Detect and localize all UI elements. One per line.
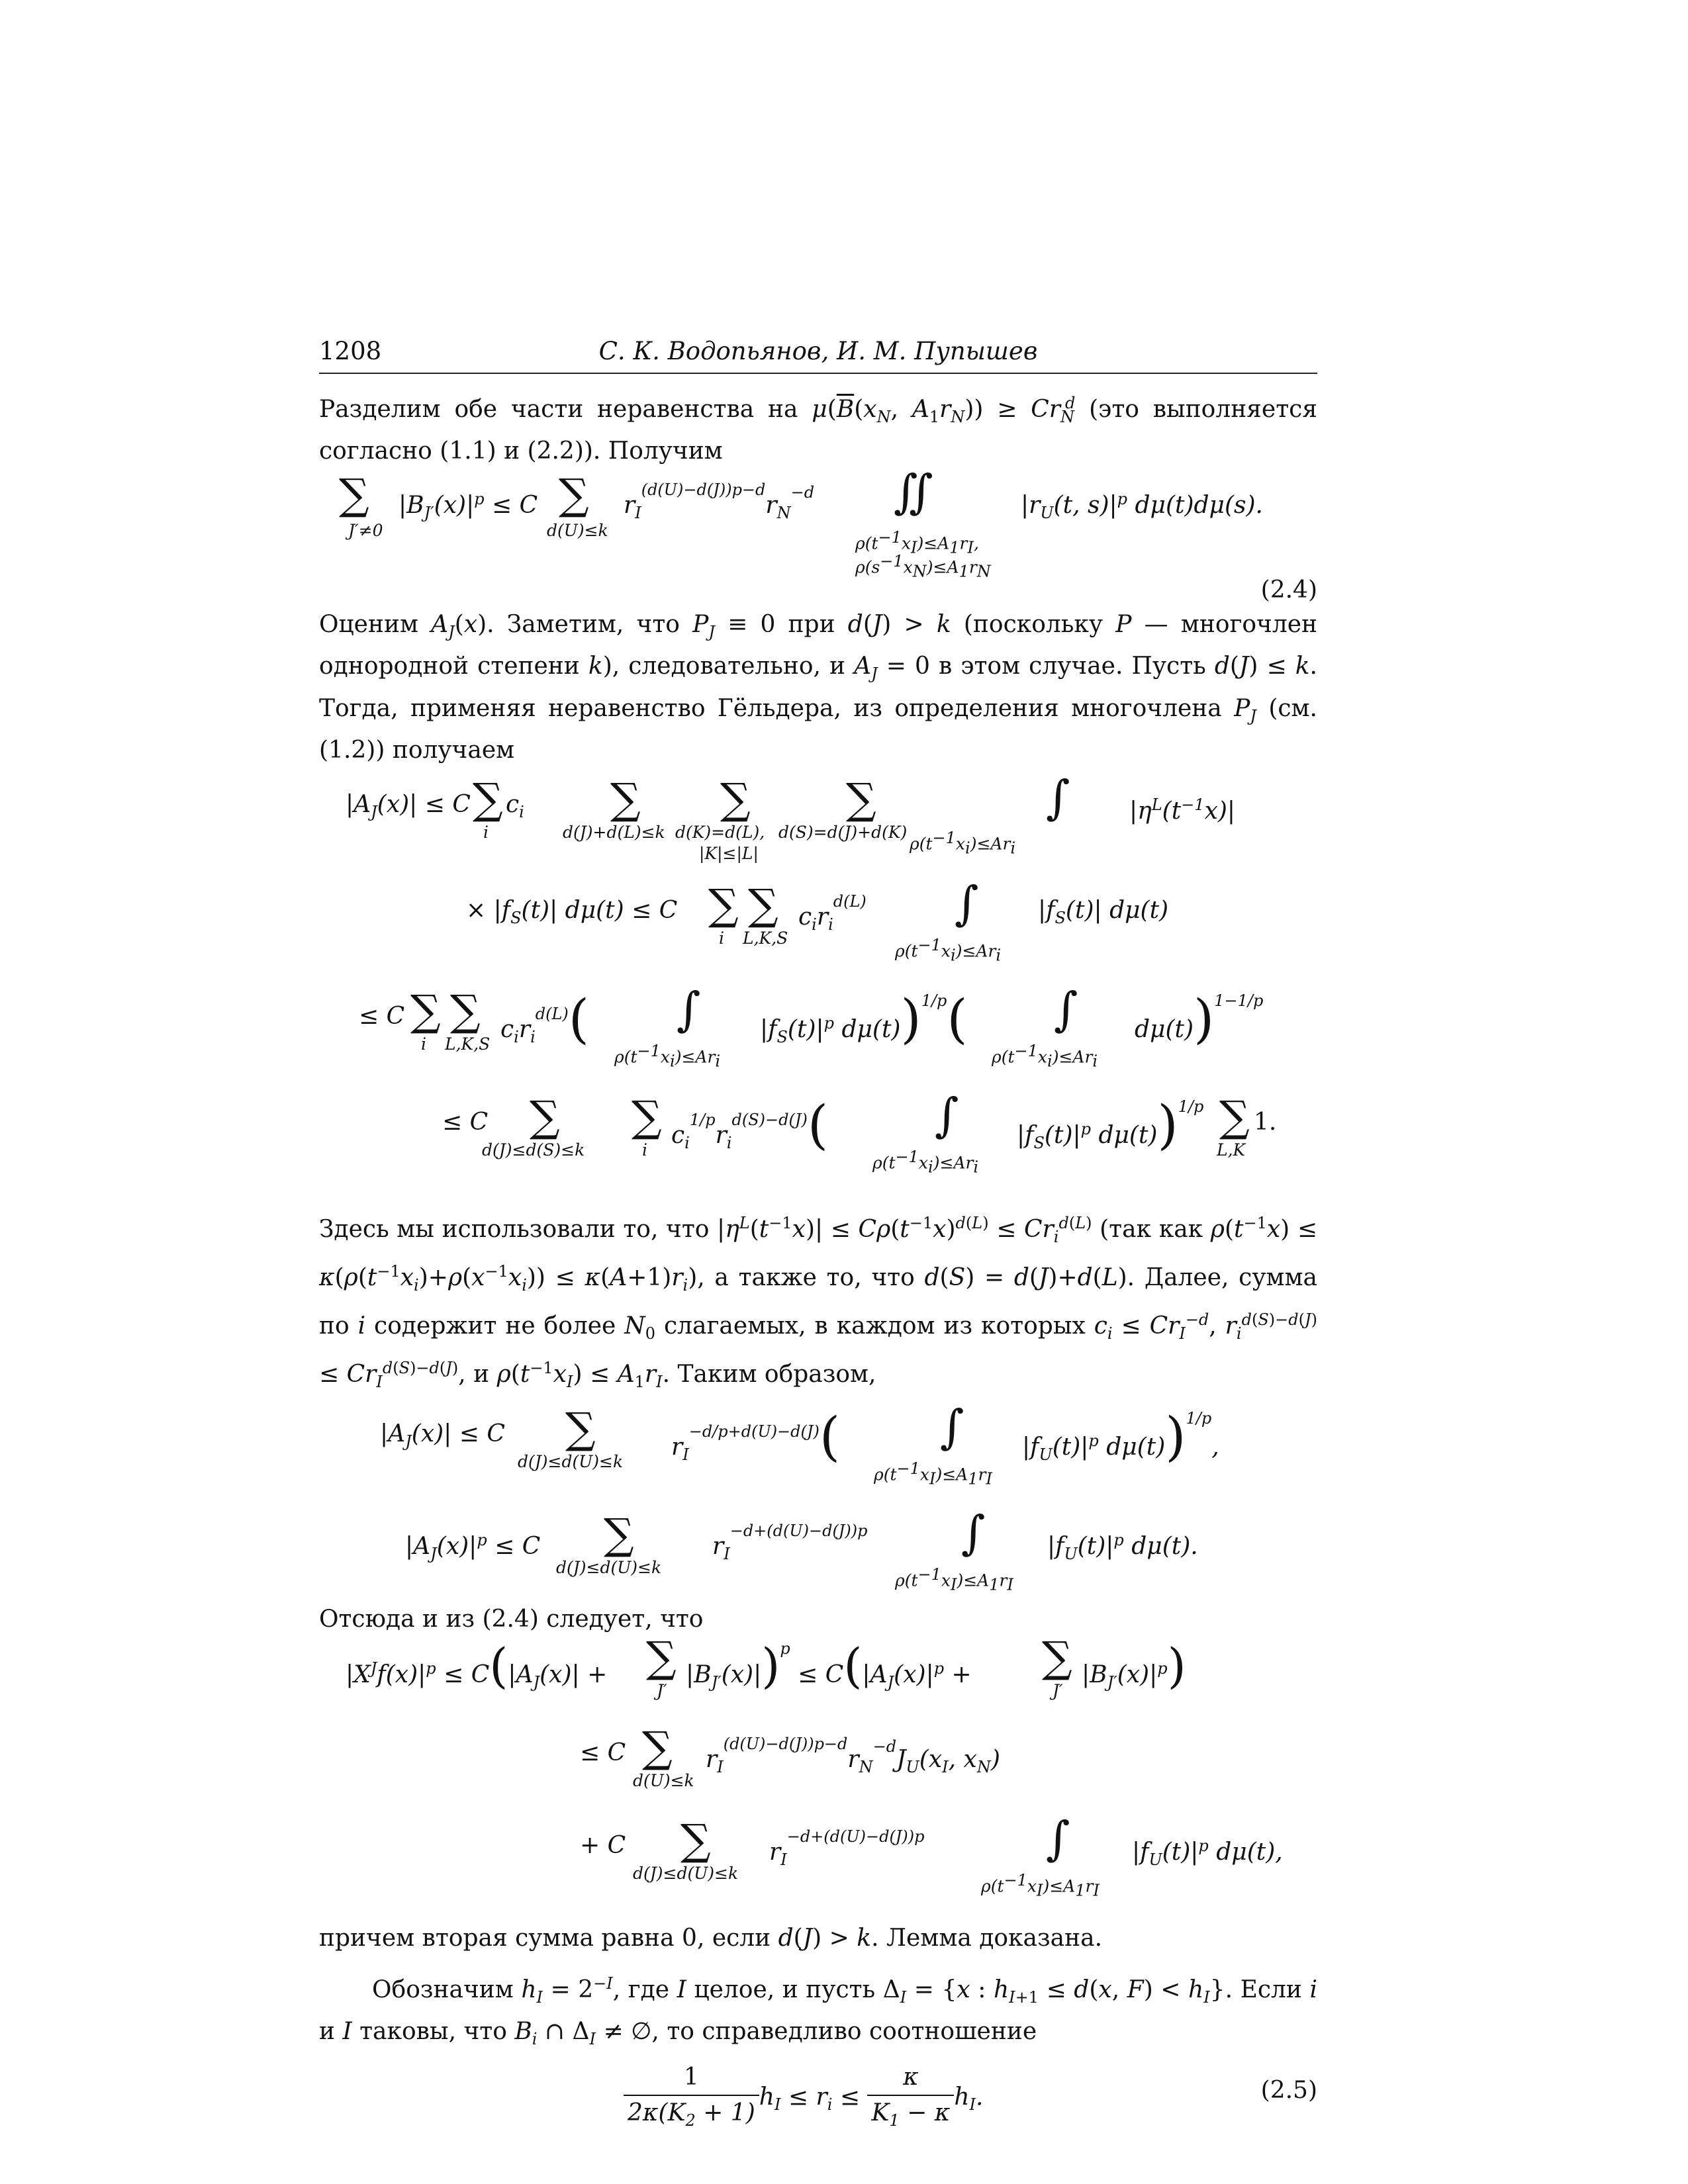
paragraph-2: Оценим $A_J(x)$. Заметим, что $P_J \equiv 0$ при d(J) > k (поскольку P — многочлен однородной степени k), следовательно, и $A_J = 0$ в этом случае. Пусть d(J) ≤ k. Тогда, применяя неравенство Гёльдера, из определения многочлена $P_J$ (см. (1.2)) получаем	[319, 611, 1318, 764]
paragraph-6: Обозначим $h_I = 2^{-I}$, где I целое, и пусть $\Delta_I = \{x$ : $h_{I+1} \le d(x$, $F) < h_I$}. Если i и I таковы, что $B_i$ ∩ $\Delta_I$ ≠ ∅, то справедливо соотношение	[319, 1974, 1317, 2048]
paper-page	[319, 334, 1317, 2129]
paragraph-5: причем вторая сумма равна 0, если d(J) > k. Лемма доказана.	[319, 1924, 1103, 1952]
paragraph-1-text	[0, 0, 1, 1]
page-header	[319, 334, 1317, 374]
equation-aj-estimate: $|A_J(x)| \le C$ ∑ d(J)≤d(U)≤k $r_I^{-d/p+d(U)-d(J)}$( ∫ $\rho(t^{-1}x_I)\le A_1r_I$ $|f_U(t)|^p$ dμ(t))$^{1/p}$, $|A_J(x)|^p \le C$ ∑ d(J)≤d(U)≤k $r_I^{-d+(d(U)-d(J))p}$ ∫ $\rho(t^{-1}x_I)\le A_1r_I$ $|f_U(t)|^p$ dμ(t).	[380, 1399, 1219, 1594]
equation-2-4: ∑ J′≠0 $|B_{J'}(x)|^p \le C$ ∑ d(U)≤k $r_I^{(d(U)-d(J))p-d}r_N^{-d}$ ∬ $\rho(t^{-1}x_I)\le A_1r_I$, $\rho(s^{-1}x_N)\le A_1r_N$ $|r_U(t$, $s)|^p$ dμ(t)dμ(s). (2.4)	[319, 469, 1317, 608]
equation-2-5: $\frac{1}{2\kappa(K_2 + 1)}$ $h_I \le r_i$ ≤ $\frac{\kappa}{K_1 - \kappa}$ $h_I$. (2.5)	[319, 2056, 1317, 2129]
paragraph-4: Отсюда и из (2.4) следует, что	[319, 1605, 704, 1633]
paragraph-1: Разделим обе части неравенства на $\mu(\overline{B}(x_N$, $A_1r_N)) \ge Cr_N^d$ (это выполняется согласно (1.1) и (2.2)). Получим	[319, 394, 1317, 465]
paragraph-3: Здесь мы использовали то, что $|\eta^L(t^{-1}x)| \le C\rho(t^{-1}x)^{d(L)} \le Cr_i^{d(L)}$ (так как $\rho(t^{-1}x) \le \kappa(\rho(t^{-1}x_i)+\rho(x^{-1}x_i)) \le \kappa(A+1)r_i$), а также то, что d(S) = d(J)+d(L). Далее, сумма по i содержит не более $N_0$ слагаемых, в каждом из которых $c_i \le Cr_I^{-d}$, $r_i^{d(S)-d(J)} \le Cr_I^{d(S)-d(J)}$, и $\rho(t^{-1}x_I) \le A_1r_I$. Таким образом,	[319, 1213, 1318, 1392]
running-title: С. К. Водопьянов, И. М. Пупышев	[598, 337, 1038, 365]
page-number: 1208	[319, 337, 382, 365]
equation-final-chain: $|X^Jf(x)|^p \le C(|A_J(x)|$ + ∑ J′ $|B_{J'}(x)|)^p \le C(|A_J(x)|^p$ + ∑ J′ $|B_{J'}(x)|^p$) ≤ C ∑ d(U)≤k $r_I^{(d(U)-d(J))p-d}r_N^{-d}J_U(x_I$, $x_N$) + C ∑ d(J)≤d(U)≤k $r_I^{-d+(d(U)-d(J))p}$ ∫ $\rho(t^{-1}x_I)\le A_1r_I$ $|f_U(t)|^p$ dμ(t),	[346, 1633, 1283, 1899]
equation-2-4-label: (2.4)	[1260, 576, 1317, 604]
equation-2-5-label: (2.5)	[1260, 2076, 1317, 2104]
equation-holder-estimate: $|A_J(x)| \le C$ ∑ i $c_i$ ∑ d(J)+d(L)≤k ∑ d(K)=d(L), |K|≤|L| ∑ d(S)=d(J)+d(K) ∫ $\rho(t^{-1}x_i)\le Ar_i$ $|\eta^L(t^{-1}x)|$ × $|f_S(t)|$ dμ(t) ≤ C ∑ i ∑ L,K,S $c_ir_i^{d(L)}$ ∫ $\rho(t^{-1}x_i)\le Ar_i$ $|f_S(t)|$ dμ(t) ≤ C ∑ i ∑ L,K,S $c_ir_i^{d(L)}$( ∫ $\rho(t^{-1}x_i)\le Ar_i$ $|f_S(t)|^p$ dμ(t))$^{1/p}$( ∫ $\rho(t^{-1}x_i)\le Ar_i$ dμ(t))$^{1-1/p}$ ≤ C ∑ d(J)≤d(S)≤k ∑ i $c_i^{1/p}r_i^{d(S)-d(J)}$( ∫ $\rho(t^{-1}x_i)\le Ar_i$ $|f_S(t)|^p$ dμ(t))$^{1/p}$ ∑ L,K 1.	[346, 770, 1277, 1177]
